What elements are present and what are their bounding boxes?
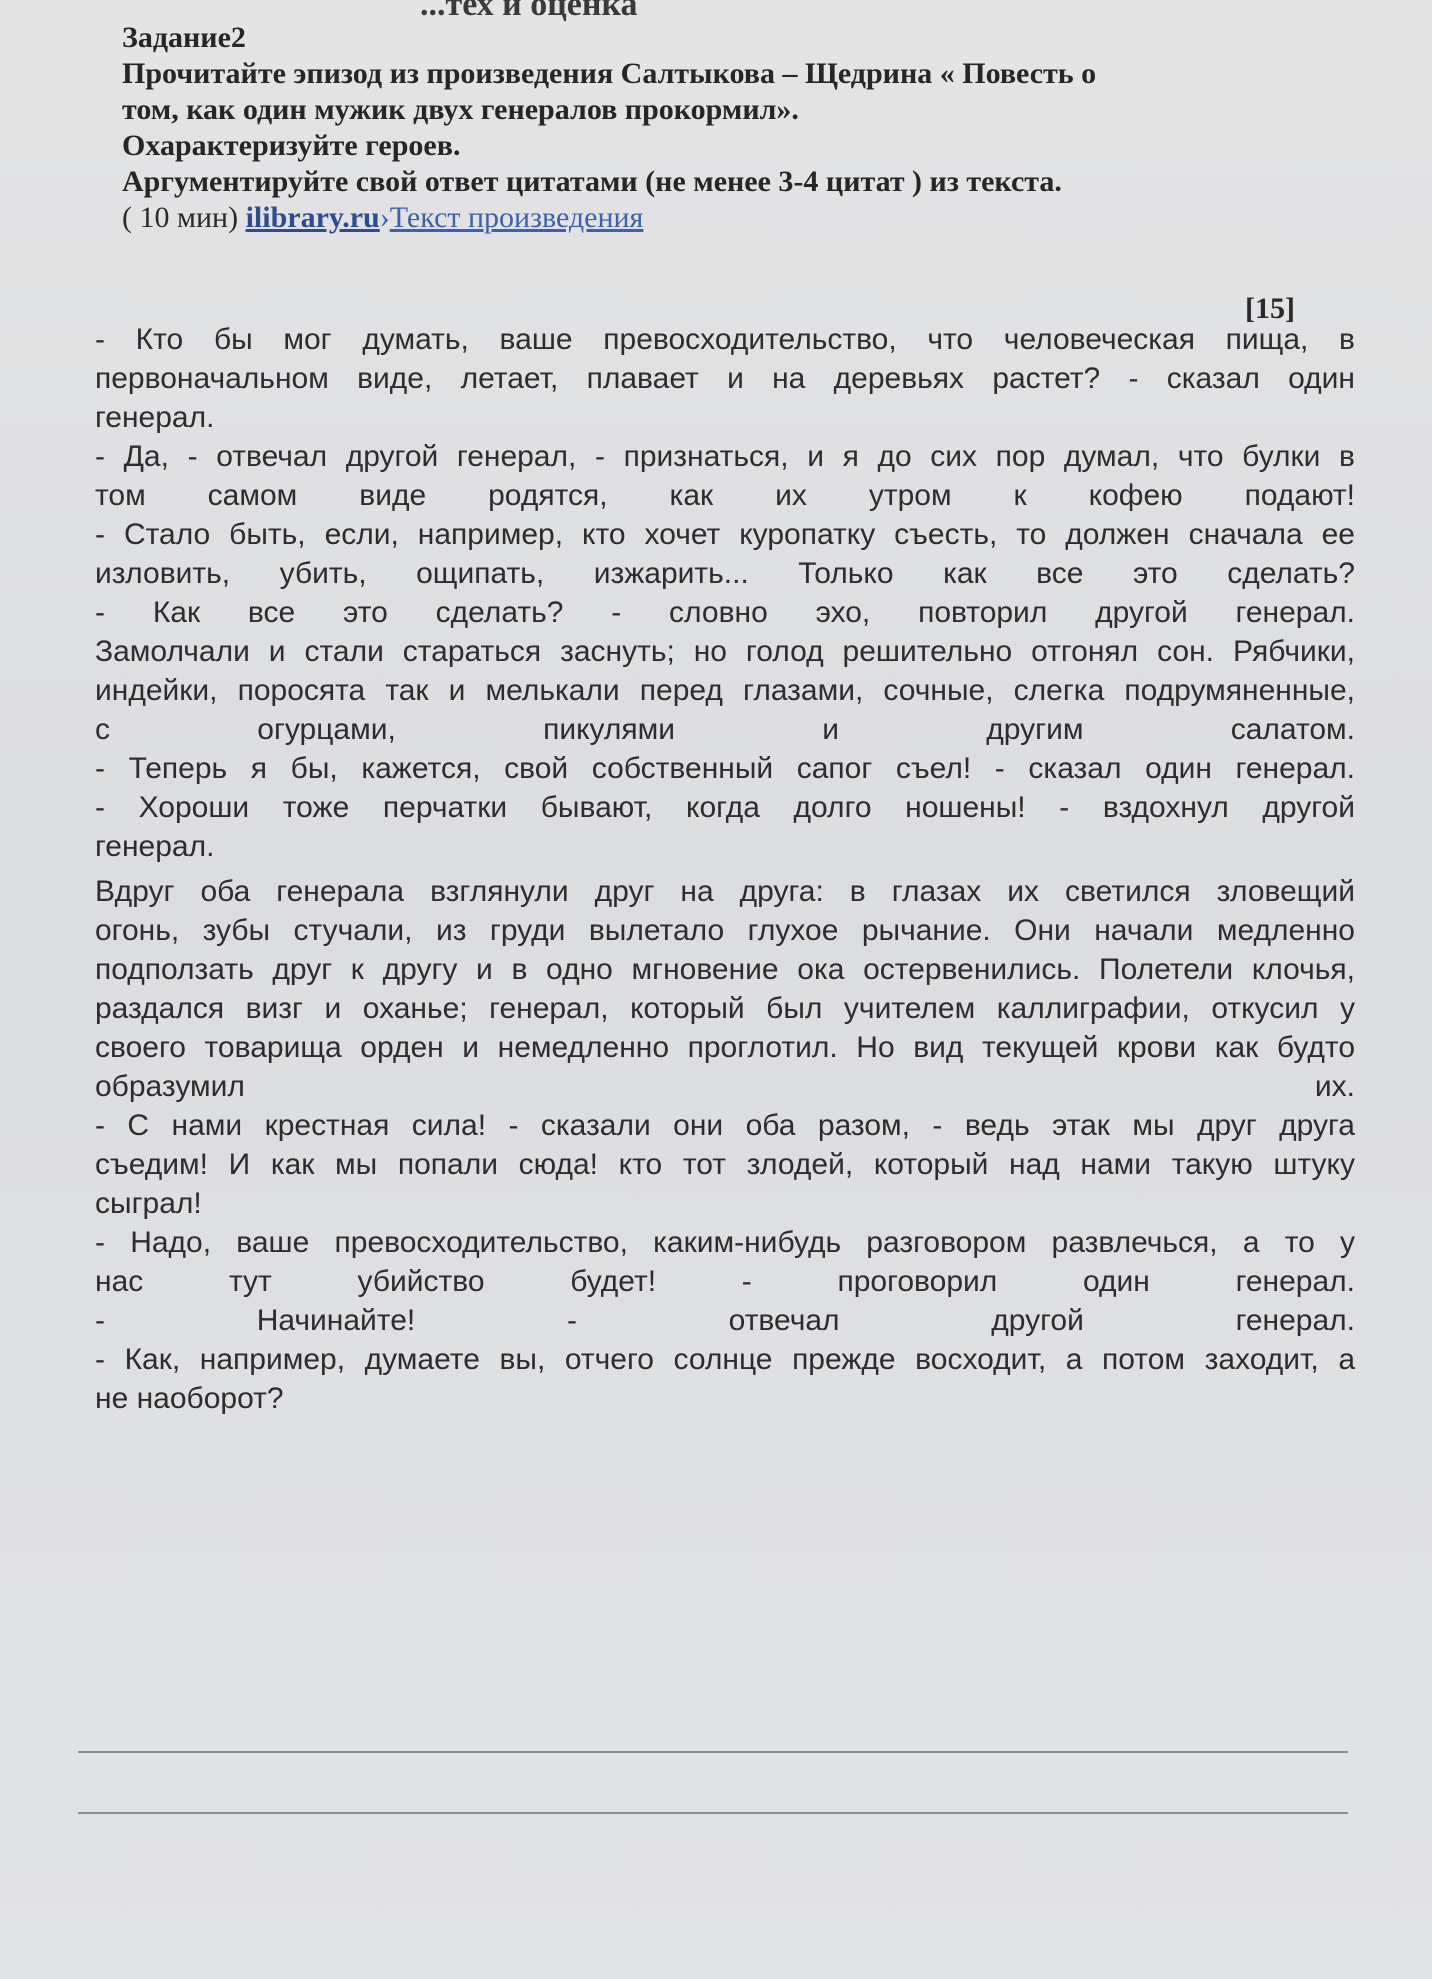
passage-line: огонь, зубы стучали, из груди вылетало глухое рычание. Они начали медленно [95, 914, 1355, 947]
passage-line: с огурцами, пикулями и другим салатом. [95, 713, 1355, 746]
answer-line[interactable] [78, 1751, 1348, 1753]
passage-line: изловить, убить, ощипать, изжарить... Только как все это сделать? [95, 557, 1355, 590]
answer-line[interactable] [78, 1812, 1348, 1814]
ilibrary-link[interactable]: ilibrary.ru [245, 201, 380, 234]
passage-line: - Хороши тоже перчатки бывают, когда долго ношены! - вздохнул другой [95, 791, 1355, 824]
passage-line: - Начинайте! - отвечал другой генерал. [95, 1304, 1355, 1337]
passage-line: - С нами крестная сила! - сказали они оба разом, - ведь этак мы друг друга [95, 1109, 1355, 1142]
task-instruction-line: Аргументируйте свой ответ цитатами (не менее 3-4 цитат ) из текста. [122, 165, 1062, 198]
passage-line: первоначальном виде, летает, плавает и на деревьях растет? - сказал один [95, 362, 1355, 395]
passage-line: подползать друг к другу и в одно мгновение ока остервенились. Полетели клочья, [95, 953, 1355, 986]
passage-line: - Стало быть, если, например, кто хочет куропатку съесть, то должен сначала ее [95, 518, 1355, 551]
score-label: [15] [1245, 292, 1295, 325]
passage-line: съедим! И как мы попали сюда! кто тот злодей, который над нами такую штуку [95, 1148, 1355, 1181]
passage-line: - Да, - отвечал другой генерал, - признаться, и я до сих пор думал, что булки в [95, 440, 1355, 473]
time-label: ( 10 мин) [122, 201, 246, 234]
cut-off-header: ...тех и оценка [420, 0, 638, 23]
passage-text [95, 320, 1355, 1418]
passage-line: Вдруг оба генерала взглянули друг на друга: в глазах их светился зловещий [95, 875, 1355, 908]
passage-line: генерал. [95, 830, 215, 863]
passage-line: - Теперь я бы, кажется, свой собственный сапог съел! - сказал один генерал. [95, 752, 1355, 785]
task-title: Задание2 [122, 21, 246, 54]
passage-line: индейки, поросята так и мелькали перед глазами, сочные, слегка подрумяненные, [95, 674, 1355, 707]
passage-line: - Кто бы мог думать, ваше превосходительство, что человеческая пища, в [95, 323, 1355, 356]
passage-line: своего товарища орден и немедленно проглотил. Но вид текущей крови как будто [95, 1031, 1355, 1064]
passage-line: раздался визг и оханье; генерал, который был учителем каллиграфии, откусил у [95, 992, 1355, 1025]
time-and-link-line [122, 200, 1322, 236]
passage-line: том самом виде родятся, как их утром к кофею подают! [95, 479, 1355, 512]
passage-line: - Как, например, думаете вы, отчего солнце прежде восходит, а потом заходит, а [95, 1343, 1355, 1376]
task-instruction-line: том, как один мужик двух генералов прокормил». [122, 93, 799, 126]
passage-line: - Надо, ваше превосходительство, каким-нибудь разговором развлечься, а то у [95, 1226, 1355, 1259]
passage-line: нас тут убийство будет! - проговорил один генерал. [95, 1265, 1355, 1298]
passage-line: - Как все это сделать? - словно эхо, повторил другой генерал. [95, 596, 1355, 629]
work-text-link[interactable]: Текст произведения [389, 201, 644, 234]
passage-line: сыграл! [95, 1187, 202, 1220]
passage-line: не наоборот? [95, 1382, 284, 1415]
task-instruction-line: Охарактеризуйте героев. [122, 129, 461, 162]
passage-line: Замолчали и стали стараться заснуть; но голод решительно отгонял сон. Рябчики, [95, 635, 1355, 668]
task-instruction-line: Прочитайте эпизод из произведения Салтыкова – Щедрина « Повесть о [122, 57, 1097, 90]
task-block [122, 20, 1322, 236]
link-separator: › [379, 201, 390, 234]
passage-line: образумил их. [95, 1070, 1355, 1103]
passage-line: генерал. [95, 401, 215, 434]
